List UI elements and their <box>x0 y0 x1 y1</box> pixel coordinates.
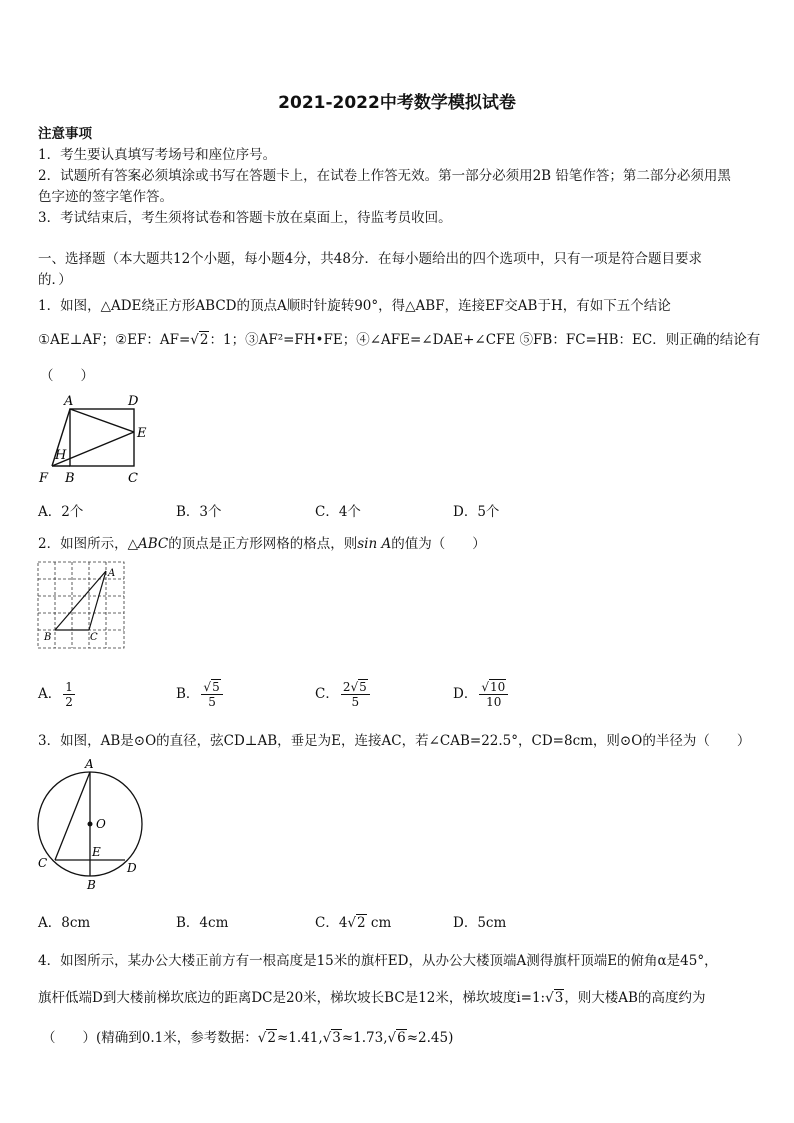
label-a: A <box>85 757 94 771</box>
section-heading: 一、选择题（本大题共12个小题，每小题4分，共48分．在每小题给出的四个选项中，只有一项是符合题目要求 <box>38 251 702 267</box>
label-c: C <box>90 632 98 643</box>
notice-heading: 注意事项 <box>38 126 92 142</box>
label-h: H <box>55 448 67 463</box>
q3-option-a[interactable]: A．8cm <box>38 915 91 931</box>
notice-item: 3．考试结束后，考生须将试卷和答题卡放在桌面上，待监考员收回。 <box>38 210 452 226</box>
label-f: F <box>39 471 49 486</box>
notice-item: 色字迹的签字笔作答。 <box>38 189 173 205</box>
label-d: D <box>128 394 139 409</box>
q3-option-c[interactable]: C．4√2 cm <box>315 915 392 931</box>
q1-figure <box>36 392 156 488</box>
section-heading-cont: 的．） <box>38 272 72 288</box>
q1-option-c[interactable]: C．4个 <box>315 504 361 520</box>
notice-item: 2．试题所有答案必须填涂或书写在答题卡上，在试卷上作答无效。第一部分必须用2B 铅笔作答；第二部分必须用黑 <box>38 168 731 184</box>
label-c: C <box>38 856 48 870</box>
label-b: B <box>65 471 75 486</box>
q4-stem-line1: 4．如图所示，某办公大楼正前方有一根高度是15米的旗杆ED，从办公大楼顶端A测得旗杆顶端E的俯角α是45°， <box>38 953 718 969</box>
q3-stem: 3．如图，AB是⊙O的直径，弦CD⊥AB，垂足为E，连接AC，若∠CAB=22.5°，CD=8cm，则⊙O的半径为（ ） <box>38 733 751 749</box>
label-c: C <box>128 471 138 486</box>
q4-stem-line2: 旗杆低端D到大楼前梯坎底边的距离DC是20米，梯坎坡长BC是12米，梯坎坡度i=1:√3，则大楼AB的高度约为 <box>38 990 706 1006</box>
q2-option-d[interactable]: D． $\frac{√10}{10}$ <box>453 680 510 709</box>
q3-option-d[interactable]: D．5cm <box>453 915 507 931</box>
q2-grid-figure <box>36 560 128 650</box>
q2-stem: 2．如图所示，△ABC的顶点是正方形网格的格点，则sin A的值为（ ） <box>38 536 486 552</box>
label-a: A <box>108 568 116 579</box>
q1-stem: 1．如图，△ADE绕正方形ABCD的顶点A顺时针旋转90°，得△ABF，连接EF交AB于H，有如下五个结论 <box>38 298 671 314</box>
q1-answer-paren: （ ） <box>40 368 94 384</box>
label-d: D <box>127 861 137 875</box>
label-b: B <box>87 878 96 892</box>
q1-option-b[interactable]: B．3个 <box>176 504 222 520</box>
page-title: 2021-2022中考数学模拟试卷 <box>278 93 516 113</box>
q2-option-a[interactable]: A． $\frac{1}{2}$ <box>38 680 73 709</box>
label-e: E <box>137 426 147 441</box>
label-b: B <box>44 632 52 643</box>
q4-stem-line3: （ ）(精确到0.1米，参考数据：√2≈1.41,√3≈1.73,√6≈2.45) <box>42 1030 454 1046</box>
label-e: E <box>92 845 101 859</box>
q3-circle-figure <box>34 756 144 892</box>
q1-conclusions: ①AE⊥AF；②EF：AF=√2：1；③AF²=FH•FE；④∠AFE=∠DAE+∠CFE ⑤FB：FC=HB：EC．则正确的结论有 <box>38 332 761 348</box>
q3-option-b[interactable]: B．4cm <box>176 915 229 931</box>
label-o: O <box>96 817 106 831</box>
square-abcd <box>70 409 134 466</box>
notice-item: 1．考生要认真填写考场号和座位序号。 <box>38 147 277 163</box>
label-a: A <box>64 394 74 409</box>
q1-option-d[interactable]: D．5个 <box>453 504 500 520</box>
q2-option-b[interactable]: B． $\frac{√5}{5}$ <box>176 680 225 709</box>
q2-option-c[interactable]: C． $\frac{2√5}{5}$ <box>315 680 372 709</box>
q1-option-a[interactable]: A．2个 <box>38 504 84 520</box>
